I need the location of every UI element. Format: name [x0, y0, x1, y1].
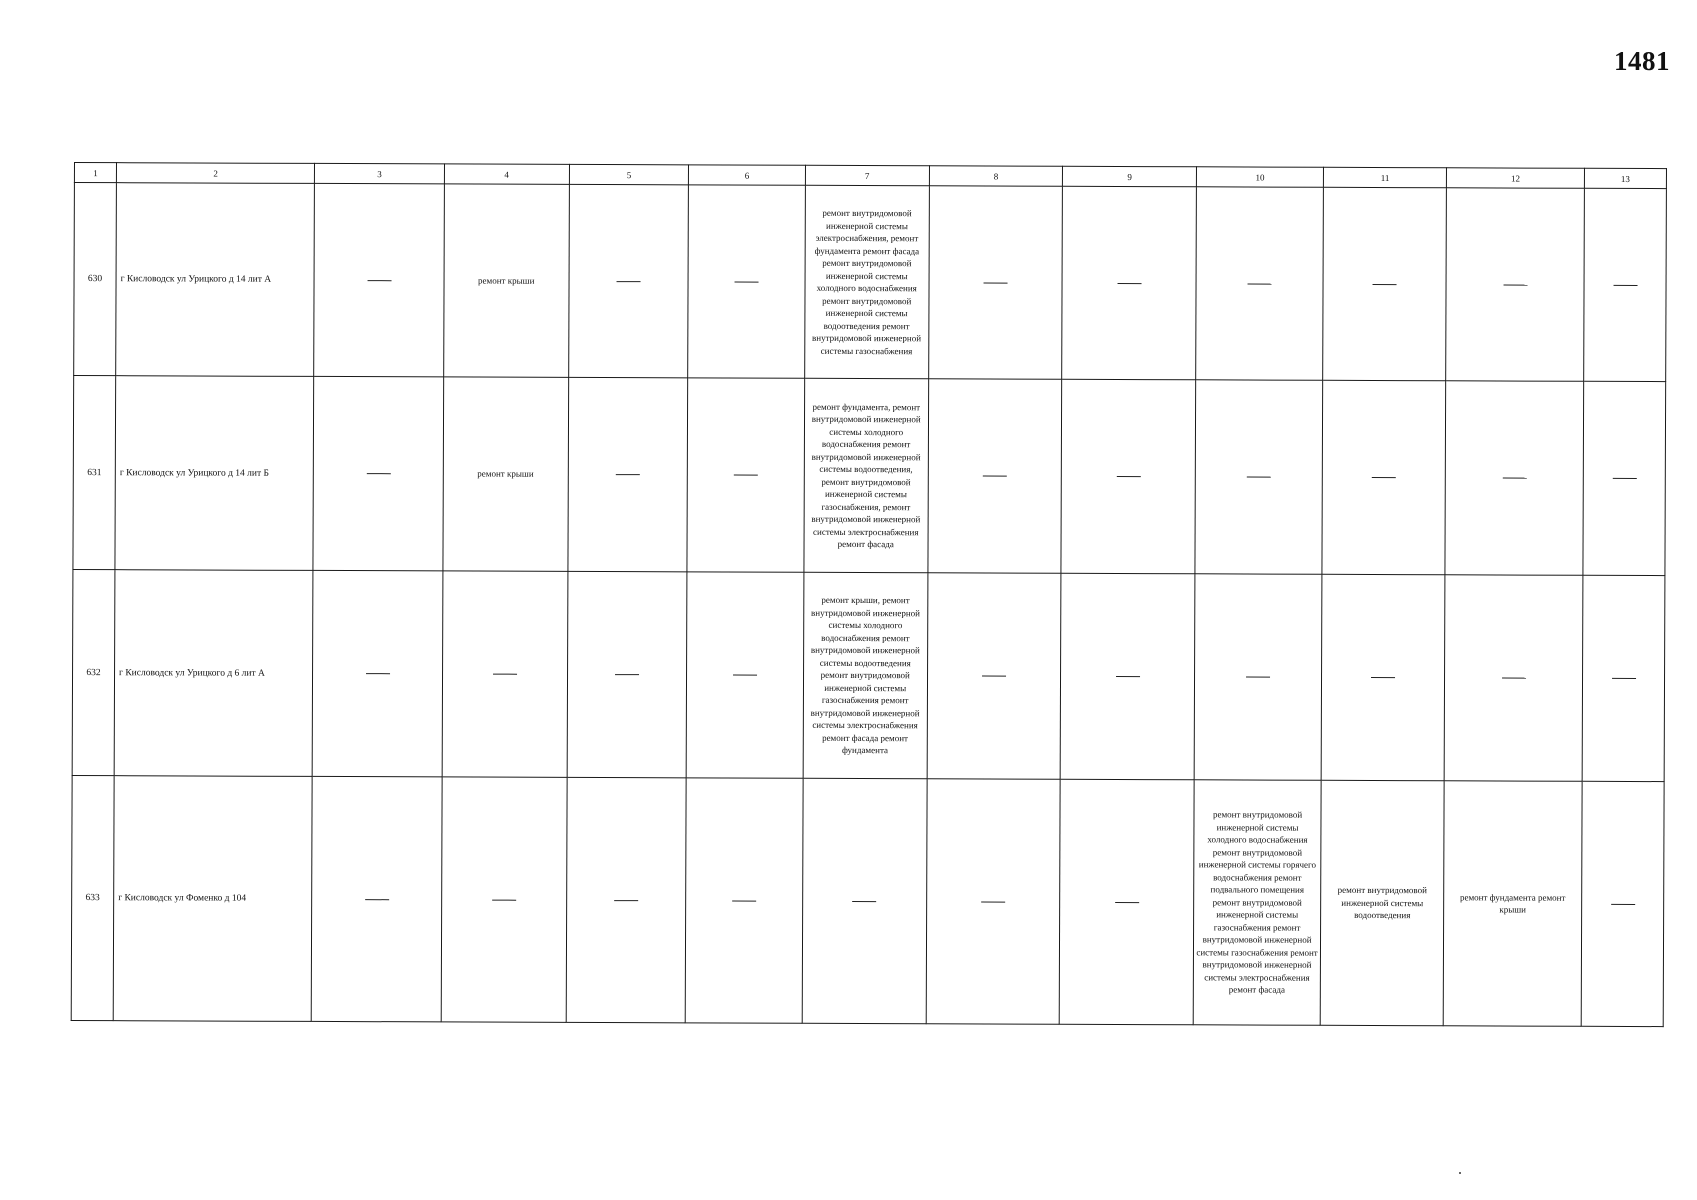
empty-cell	[1062, 186, 1196, 380]
column-header: 1	[74, 163, 116, 183]
empty-cell	[312, 570, 442, 776]
dash-mark	[1502, 478, 1526, 479]
empty-cell	[312, 776, 442, 1021]
work-cell: ремонт внутридомовой инженерной системы электроснабжения, ремонт фундамента ремонт фасада ремонт внутридомовой инженерной системы холодного водоснабжения ремонт внутридомовой инженерной системы водоотведения ремонт внутридомовой инженерной системы газоснабжения	[804, 185, 929, 378]
column-header: 12	[1446, 168, 1584, 189]
dash-mark	[492, 899, 516, 900]
empty-cell	[1060, 779, 1195, 1025]
column-header: 6	[689, 165, 805, 185]
column-header: 11	[1324, 167, 1447, 187]
repair-schedule-table	[71, 162, 1667, 1027]
empty-cell	[1321, 574, 1445, 780]
empty-cell	[928, 379, 1062, 574]
empty-cell	[442, 571, 568, 777]
dash-mark	[493, 674, 517, 675]
work-cell: ремонт фундамента ремонт крыши	[1443, 781, 1582, 1027]
table-row	[73, 376, 1666, 576]
dash-mark	[1373, 284, 1397, 285]
dash-mark	[1116, 676, 1140, 677]
empty-cell	[802, 778, 927, 1023]
empty-cell	[688, 185, 805, 378]
dash-mark	[615, 674, 639, 675]
dash-mark	[1116, 476, 1140, 477]
work-cell: ремонт крыши, ремонт внутридомовой инженерной системы холодного водоснабжения ремонт внутридомовой инженерной системы водоотведения ремонт внутридомовой инженерной системы газоснабжения ремонт внутридомовой инженерной системы электроснабжения ремонт фасада ремонт фундамента	[803, 572, 928, 778]
column-header: 5	[569, 164, 689, 184]
work-cell: ремонт крыши	[443, 184, 569, 377]
dash-mark	[1371, 677, 1395, 678]
empty-cell	[687, 378, 804, 572]
dash-mark	[734, 475, 758, 476]
dash-mark	[366, 673, 390, 674]
empty-cell	[1322, 380, 1446, 574]
dash-mark	[366, 473, 390, 474]
dash-mark	[852, 901, 876, 902]
dash-mark	[365, 899, 389, 900]
dash-mark	[367, 280, 391, 281]
empty-cell	[1582, 575, 1665, 781]
empty-cell	[566, 777, 687, 1022]
row-address: г Кисловодск ул Фоменко д 104	[113, 776, 312, 1022]
empty-cell	[568, 377, 688, 571]
dash-mark	[983, 476, 1007, 477]
empty-cell	[1583, 381, 1666, 575]
empty-cell	[1061, 379, 1195, 574]
empty-cell	[686, 572, 803, 778]
dash-mark	[1612, 478, 1636, 479]
dash-mark	[982, 676, 1006, 677]
row-address: г Кисловодск ул Урицкого д 6 лит А	[114, 570, 313, 777]
table-row	[74, 183, 1667, 382]
dash-mark	[735, 281, 759, 282]
column-header: 10	[1196, 167, 1323, 187]
dash-mark	[1247, 477, 1271, 478]
row-number: 630	[74, 183, 117, 376]
empty-cell	[567, 571, 687, 777]
table-row	[71, 775, 1664, 1026]
work-cell: ремонт внутридомовой инженерной системы холодного водоснабжения ремонт внутридомовой инженерной системы горячего водоснабжения ремонт подвального помещения ремонт внутридомовой инженерной системы газоснабжения ремонт внутридомовой инженерной системы газоснабжения ремонт внутридомовой инженерной системы электроснабжения ремонт фасада	[1193, 780, 1321, 1025]
empty-cell	[314, 183, 444, 376]
dash-mark	[1246, 677, 1270, 678]
column-header: 8	[929, 166, 1063, 187]
dash-mark	[732, 900, 756, 901]
column-header: 13	[1584, 168, 1666, 188]
empty-cell	[927, 573, 1061, 780]
dash-mark	[1503, 284, 1527, 285]
dash-mark	[1248, 283, 1272, 284]
column-header: 9	[1063, 166, 1197, 187]
empty-cell	[1196, 187, 1324, 380]
empty-cell	[1446, 188, 1585, 382]
dash-mark	[1372, 477, 1396, 478]
empty-cell	[1581, 781, 1664, 1026]
dash-mark	[1115, 902, 1139, 903]
empty-cell	[1584, 188, 1667, 381]
empty-cell	[568, 184, 688, 377]
empty-cell	[1195, 380, 1323, 574]
empty-cell	[928, 186, 1062, 380]
dash-mark	[733, 675, 757, 676]
column-header: 2	[116, 163, 314, 184]
empty-cell	[1194, 574, 1322, 780]
row-number: 632	[72, 569, 115, 775]
dash-mark	[1612, 678, 1636, 679]
empty-cell	[441, 777, 567, 1022]
scan-speck	[1459, 1172, 1461, 1174]
row-number: 633	[71, 775, 114, 1020]
dash-mark	[1502, 678, 1526, 679]
dash-mark	[984, 282, 1008, 283]
dash-mark	[617, 281, 641, 282]
empty-cell	[926, 779, 1061, 1025]
empty-cell	[1444, 575, 1583, 782]
page-number: 1481	[1614, 46, 1670, 76]
row-address: г Кисловодск ул Урицкого д 14 лит Б	[115, 376, 314, 571]
empty-cell	[1060, 573, 1194, 780]
dash-mark	[614, 900, 638, 901]
column-header: 7	[805, 165, 929, 185]
dash-mark	[616, 474, 640, 475]
dash-mark	[1117, 283, 1141, 284]
column-header: 3	[315, 163, 444, 183]
table-row	[72, 569, 1665, 781]
row-number: 631	[73, 376, 116, 570]
dash-mark	[1613, 285, 1637, 286]
row-address: г Кисловодск ул Урицкого д 14 лит А	[116, 183, 315, 377]
dash-mark	[1611, 904, 1635, 905]
empty-cell	[686, 778, 803, 1023]
work-cell: ремонт фундамента, ремонт внутридомовой инженерной системы холодного водоснабжения ремонт внутридомовой инженерной системы водоотведения, ремонт внутридомовой инженерной системы газоснабжения, ремонт внутридомовой инженерной системы электроснабжения ремонт фасада	[804, 378, 929, 572]
empty-cell	[1323, 187, 1447, 380]
empty-cell	[1445, 381, 1584, 576]
work-cell: ремонт внутридомовой инженерной системы водоотведения	[1320, 780, 1444, 1025]
empty-cell	[313, 376, 443, 570]
dash-mark	[981, 901, 1005, 902]
column-header: 4	[444, 164, 569, 184]
work-cell: ремонт крыши	[443, 377, 569, 571]
